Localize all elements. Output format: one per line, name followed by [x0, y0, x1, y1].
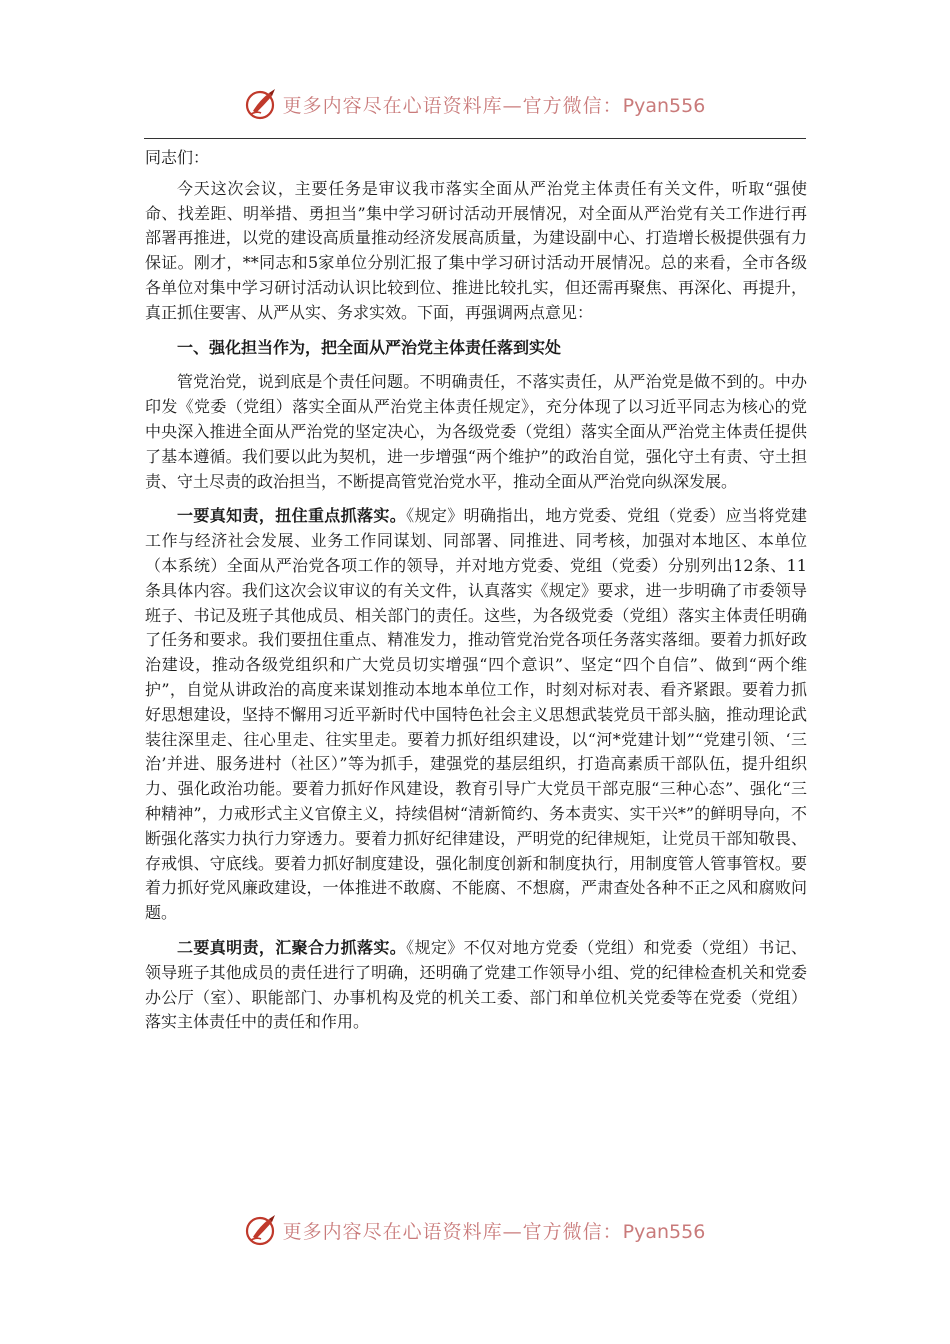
header-rule — [144, 138, 806, 139]
footer-banner — [0, 1210, 950, 1250]
header-banner — [0, 84, 950, 124]
section-heading-1: 一、强化担当作为，把全面从严治党主体责任落到实处 — [177, 337, 562, 357]
header-wechat-id: Pyan556 — [622, 94, 706, 117]
point-1-lead: 一要真知责，扭住重点抓落实。 — [177, 506, 407, 526]
footer-wechat-id: Pyan556 — [622, 1220, 706, 1243]
header-banner-text: 更多内容尽在心语资料库—官方微信：Pyan556 — [282, 94, 706, 117]
point-2-paragraph — [145, 936, 807, 1035]
document-body — [145, 146, 807, 1035]
point-2-lead: 二要真明责，汇聚合力抓落实。 — [177, 937, 407, 957]
pen-logo-icon — [245, 1213, 279, 1247]
pen-logo-icon — [245, 87, 279, 121]
point-1-paragraph — [145, 504, 807, 926]
intro-paragraph: 今天这次会议，主要任务是审议我市落实全面从严治党主体责任有关文件，听取“强使命、找差距、明举措、勇担当”集中学习研讨活动开展情况，对全面从严治党有关工作进行再部署再推进，以党的建设高质量推动经济发展高质量，为建设副中心、打造增长极提供强有力保证。刚才，**同志和5家单位分别汇报了集中学习研讨活动开展情况。总的来看，全市各级各单位对集中学习研讨活动认识比较到位、推进比较扎实，但还需再聚焦、再深化、再提升，真正抓住要害、从严从实、务求实效。下面，再强调两点意见： — [145, 178, 807, 322]
point-2-body: 《规定》不仅对地方党委（党组）和党委（党组）书记、领导班子其他成员的责任进行了明确，还明确了党建工作领导小组、党的纪律检查机关和党委办公厅（室）、职能部门、办事机构及党的机关工委、部门和单位机关党委等在党委（党组）落实主体责任中的责任和作用。 — [145, 937, 807, 1032]
section-1-paragraph: 管党治党，说到底是个责任问题。不明确责任，不落实责任，从严治党是做不到的。中办印发《党委（党组）落实全面从严治党主体责任规定》，充分体现了以习近平同志为核心的党中央深入推进全面从严治党的坚定决心，为各级党委（党组）落实全面从严治党主体责任提供了基本遵循。我们要以此为契机，进一步增强“两个维护”的政治自觉，强化守土有责、守土担责、守土尽责的政治担当，不断提高管党治党水平，推动全面从严治党向纵深发展。 — [145, 372, 807, 491]
salutation: 同志们： — [145, 148, 210, 167]
point-1-body: 《规定》明确指出，地方党委、党组（党委）应当将党建工作与经济社会发展、业务工作同谋划、同部署、同推进、同考核，加强对本地区、本单位（本系统）全面从严治党各项工作的领导，并对地方党委、党组（党委）分别列出12条、11条具体内容。我们这次会议审议的有关文件，认真落实《规定》要求，进一步明确了市委领导班子、书记及班子其他成员、相关部门的责任。这些，为各级党委（党组）落实主体责任明确了任务和要求。我们要扭住重点、精准发力，推动管党治党各项任务落实落细。要着力抓好政治建设，推动各级党组织和广大党员切实增强“四个意识”、坚定“四个自信”、做到“两个维护”，自觉从讲政治的高度来谋划推动本地本单位工作，时刻对标对表、看齐紧跟。要着力抓好思想建设，坚持不懈用习近平新时代中国特色社会主义思想武装党员干部头脑，推动理论武装往深里走、往心里走、往实里走。要着力抓好组织建设，以“河*党建计划”“党建引领、‘三治’并进、服务进村（社区）”等为抓手，建强党的基层组织，打造高素质干部队伍，提升组织力、强化政治功能。要着力抓好作风建设，教育引导广大党员干部克服“三种心态”、强化“三种精神”，力戒形式主义官僚主义，持续倡树“清新简约、务本责实、实干兴*”的鲜明导向，不断强化落实力执行力穿透力。要着力抓好纪律建设，严明党的纪律规矩，让党员干部知敬畏、存戒惧、守底线。要着力抓好制度建设，强化制度创新和制度执行，用制度管人管事管权。要着力抓好党风廉政建设，一体推进不敢腐、不能腐、不想腐，严肃查处各种不正之风和腐败问题。 — [145, 506, 807, 923]
footer-banner-text: 更多内容尽在心语资料库—官方微信：Pyan556 — [282, 1220, 706, 1243]
